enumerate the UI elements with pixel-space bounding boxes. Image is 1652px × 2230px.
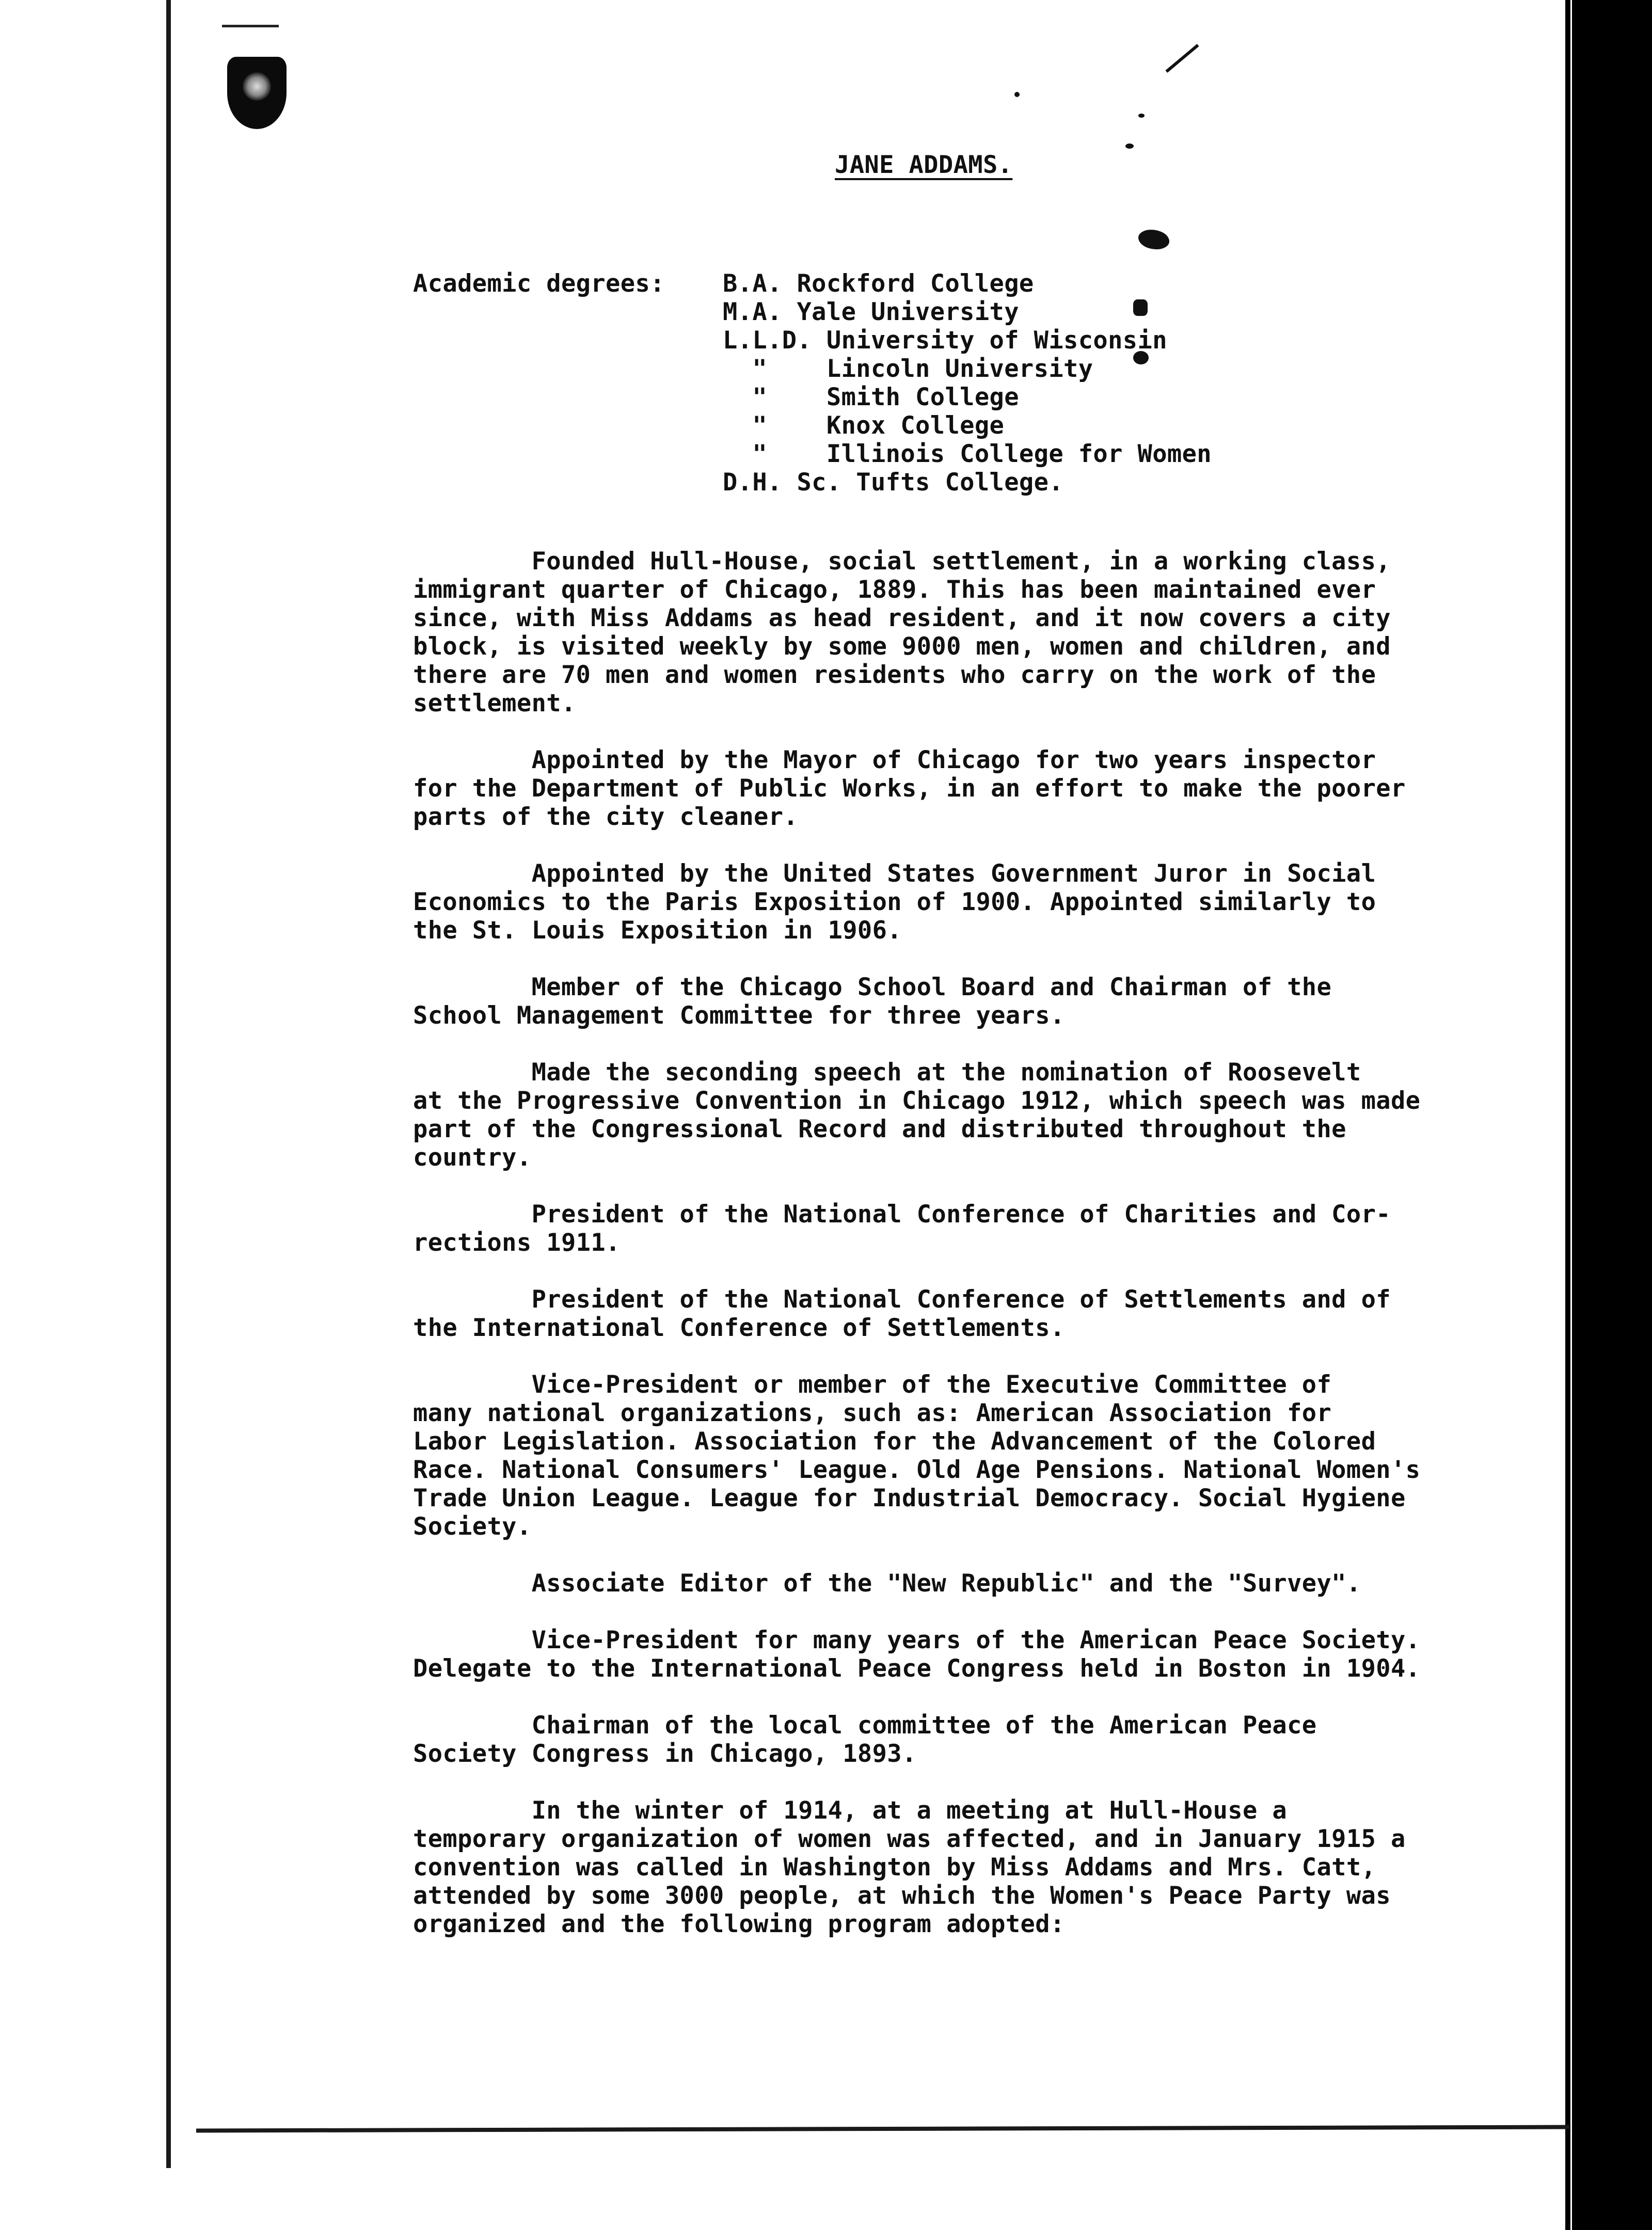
degree-line: " Knox College xyxy=(723,411,1005,440)
ink-blot xyxy=(1133,299,1148,316)
seal-emblem xyxy=(243,72,271,101)
degree-line: M.A. Yale University xyxy=(723,298,1019,326)
paragraph-school-board: Member of the Chicago School Board and Chairman of the School Management Committee for three years. xyxy=(413,973,1332,1030)
paragraph-hull-house: Founded Hull-House, social settlement, in a working class, immigrant quarter of Chicago, 1889. This has been maintained ever since, with Miss Addams as head resident, and it now covers a city block, is visited weekly by some 9000 men, women and children, and there are 70 men and women residents who carry on the work of the settlement. xyxy=(413,547,1391,718)
check-mark xyxy=(1165,44,1199,73)
degree-line: B.A. Rockford College xyxy=(723,269,1034,298)
right-page-border xyxy=(1565,0,1570,2230)
bottom-page-border xyxy=(196,2125,1569,2133)
paragraph-roosevelt: Made the seconding speech at the nomination of Roosevelt at the Progressive Convention in Chicago 1912, which speech was made part of the Congressional Record and distributed throughout the country. xyxy=(413,1058,1421,1172)
paragraph-peace-congress: Chairman of the local committee of the American Peace Society Congress in Chicago, 1893. xyxy=(413,1711,1317,1768)
seal-icon xyxy=(227,57,287,129)
degree-line: " Illinois College for Women xyxy=(723,440,1212,468)
degree-line: " Lincoln University xyxy=(723,355,1093,383)
scan-speck xyxy=(1138,114,1145,118)
degree-line: D.H. Sc. Tufts College. xyxy=(723,468,1064,497)
paragraph-charities: President of the National Conference of Charities and Cor- rections 1911. xyxy=(413,1200,1391,1257)
page-title: JANE ADDAMS. xyxy=(835,151,1013,179)
degrees-label: Academic degrees: xyxy=(413,269,665,298)
scan-speck xyxy=(1014,92,1020,97)
degree-line: " Smith College xyxy=(723,383,1019,411)
left-page-border xyxy=(166,0,171,2168)
scan-dark-margin xyxy=(1572,0,1652,2230)
paragraph-peace-society: Vice-President for many years of the American Peace Society. Delegate to the International Peace Congress held in Boston in 1904. xyxy=(413,1626,1421,1683)
ink-blot xyxy=(1138,230,1169,249)
degree-line: L.L.D. University of Wisconsin xyxy=(723,326,1167,355)
paragraph-settlements: President of the National Conference of Settlements and of the International Conference of Settlements. xyxy=(413,1285,1391,1342)
paragraph-peace-party: In the winter of 1914, at a meeting at Hull-House a temporary organization of women was affected, and in January 1915 a convention was called in Washington by Miss Addams and Mrs. Catt, attended by some 3000 people, at which the Women's Peace Party was organized and the following program adopted: xyxy=(413,1796,1406,1938)
paragraph-editor: Associate Editor of the "New Republic" and the "Survey". xyxy=(413,1569,1361,1598)
paragraph-organizations: Vice-President or member of the Executive Committee of many national organizations, such as: American Association for Labor Legislation. Association for the Advancement of the Colored Race. National Consumers' League. Old Age Pensions. National Women's Trade Union League. League for Industrial Democracy. Social Hygiene Society. xyxy=(413,1371,1421,1541)
paragraph-juror: Appointed by the United States Government Juror in Social Economics to the Paris Exposition of 1900. Appointed similarly to the St. Louis Exposition in 1906. xyxy=(413,859,1376,945)
scan-speck xyxy=(1125,144,1134,149)
paragraph-inspector: Appointed by the Mayor of Chicago for two years inspector for the Department of Public Works, in an effort to make the poorer parts of the city cleaner. xyxy=(413,746,1406,831)
scan-mark xyxy=(222,25,279,27)
